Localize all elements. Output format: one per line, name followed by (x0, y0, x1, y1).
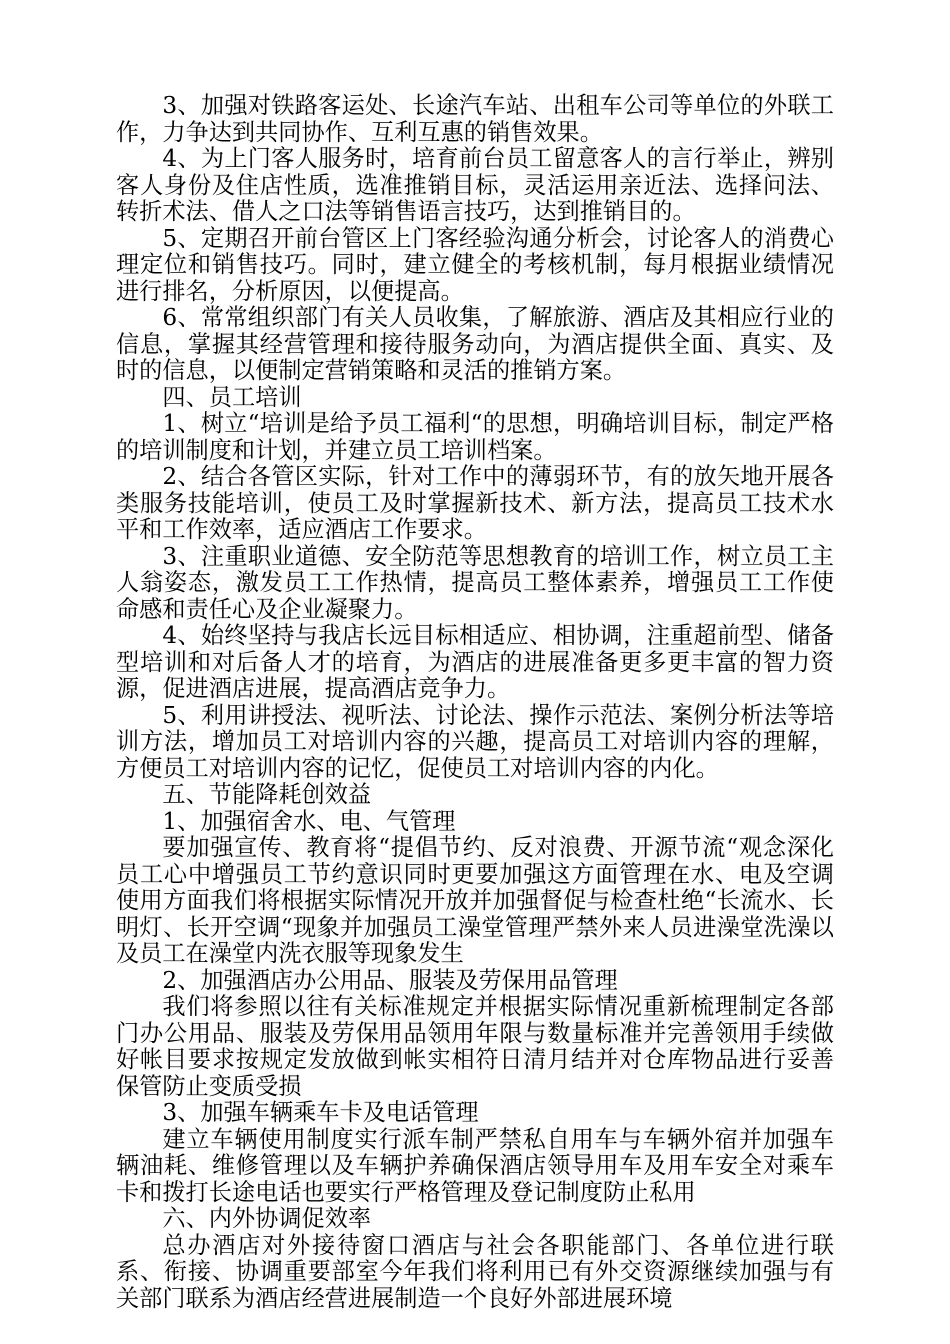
document-page (116, 93, 834, 1312)
para-6-industry-info: 6、常常组织部门有关人员收集，了解旅游、酒店及其相应行业的信息，掌握其经营管理和接待服务动向，为酒店提供全面、真实、及时的信息，以便制定营销策略和灵活的推销方案。 (116, 304, 834, 384)
para-4-front-desk-sales: 4、为上门客人服务时，培育前台员工留意客人的言行举止，辨别客人身份及住店性质，选准推销目标，灵活运用亲近法、选择问法、转折术法、借人之口法等销售语言技巧，达到推销目的。 (116, 145, 834, 225)
heading-coordination: 六、内外协调促效率 (162, 1205, 372, 1232)
para-training-1: 1、树立“培训是给予员工福利“的思想，明确培训目标，制定严格的培训制度和计划，并建立员工培训档案。 (116, 410, 834, 464)
para-coordination: 总办酒店对外接待窗口酒店与社会各职能部门、各单位进行联系、衔接、协调重要部室今年我们将利用已有外交资源继续加强与有关部门联系为酒店经营进展制造一个良好外部进展环境 (116, 1231, 834, 1312)
heading-staff-training: 四、员工培训 (162, 383, 302, 411)
heading-office-supplies: 2、加强酒店办公用品、服装及劳保用品管理 (162, 966, 618, 994)
para-5-analysis-meeting: 5、定期召开前台管区上门客经验沟通分析会，讨论客人的消费心理定位和销售技巧。同时，建立健全的考核机制，每月根据业绩情况进行排名，分析原因，以便提高。 (116, 224, 834, 305)
para-dorm-utilities: 要加强宣传、教育将“提倡节约、反对浪费、开源节流“观念深化员工心中增强员工节约意识同时更要加强这方面管理在水、电及空调使用方面我们将根据实际情况开放并加强督促与检查杜绝“长流水、长明灯、长开空调“现象并加强员工澡堂管理严禁外来人员进澡堂洗澡以及员工在澡堂内洗衣服等现象发生 (116, 834, 834, 967)
para-training-5: 5、利用讲授法、视听法、讨论法、操作示范法、案例分析法等培训方法，增加员工对培训内容的兴趣，提高员工对培训内容的理解，方便员工对培训内容的记忆，促使员工对培训内容的内化。 (116, 701, 834, 782)
para-office-supplies: 我们将参照以往有关标准规定并根据实际情况重新梳理制定各部门办公用品、服装及劳保用品领用年限与数量标准并完善领用手续做好帐目要求按规定发放做到帐实相符日清月结并对仓库物品进行妥善保管防止变质受损 (116, 993, 834, 1100)
para-training-3: 3、注重职业道德、安全防范等思想教育的培训工作，树立员工主人翁姿态，激发员工工作热情，提高员工整体素养，增强员工工作使命感和责任心及企业凝聚力。 (116, 542, 834, 623)
para-vehicles-phone: 建立车辆使用制度实行派车制严禁私自用车与车辆外宿并加强车辆油耗、维修管理以及车辆护养确保酒店领导用车及用车安全对乘车卡和拨打长途电话也要实行严格管理及登记制度防止私用 (116, 1125, 834, 1206)
para-training-2: 2、结合各管区实际，针对工作中的薄弱环节，有的放矢地开展各类服务技能培训，使员工及时掌握新技术、新方法，提高员工技术水平和工作效率，适应酒店工作要求。 (116, 463, 834, 543)
heading-vehicles-phone: 3、加强车辆乘车卡及电话管理 (162, 1099, 479, 1126)
heading-dorm-utilities: 1、加强宿舍水、电、气管理 (162, 807, 456, 835)
para-training-4: 4、始终坚持与我店长远目标相适应、相协调，注重超前型、储备型培训和对后备人才的培育，为酒店的进展准备更多更丰富的智力资源，促进酒店进展，提高酒店竞争力。 (116, 622, 834, 702)
para-3-external-liaison: 3、加强对铁路客运处、长途汽车站、出租车公司等单位的外联工作，力争达到共同协作、互利互惠的销售效果。 (116, 92, 834, 146)
heading-energy-saving: 五、节能降耗创效益 (162, 781, 372, 808)
